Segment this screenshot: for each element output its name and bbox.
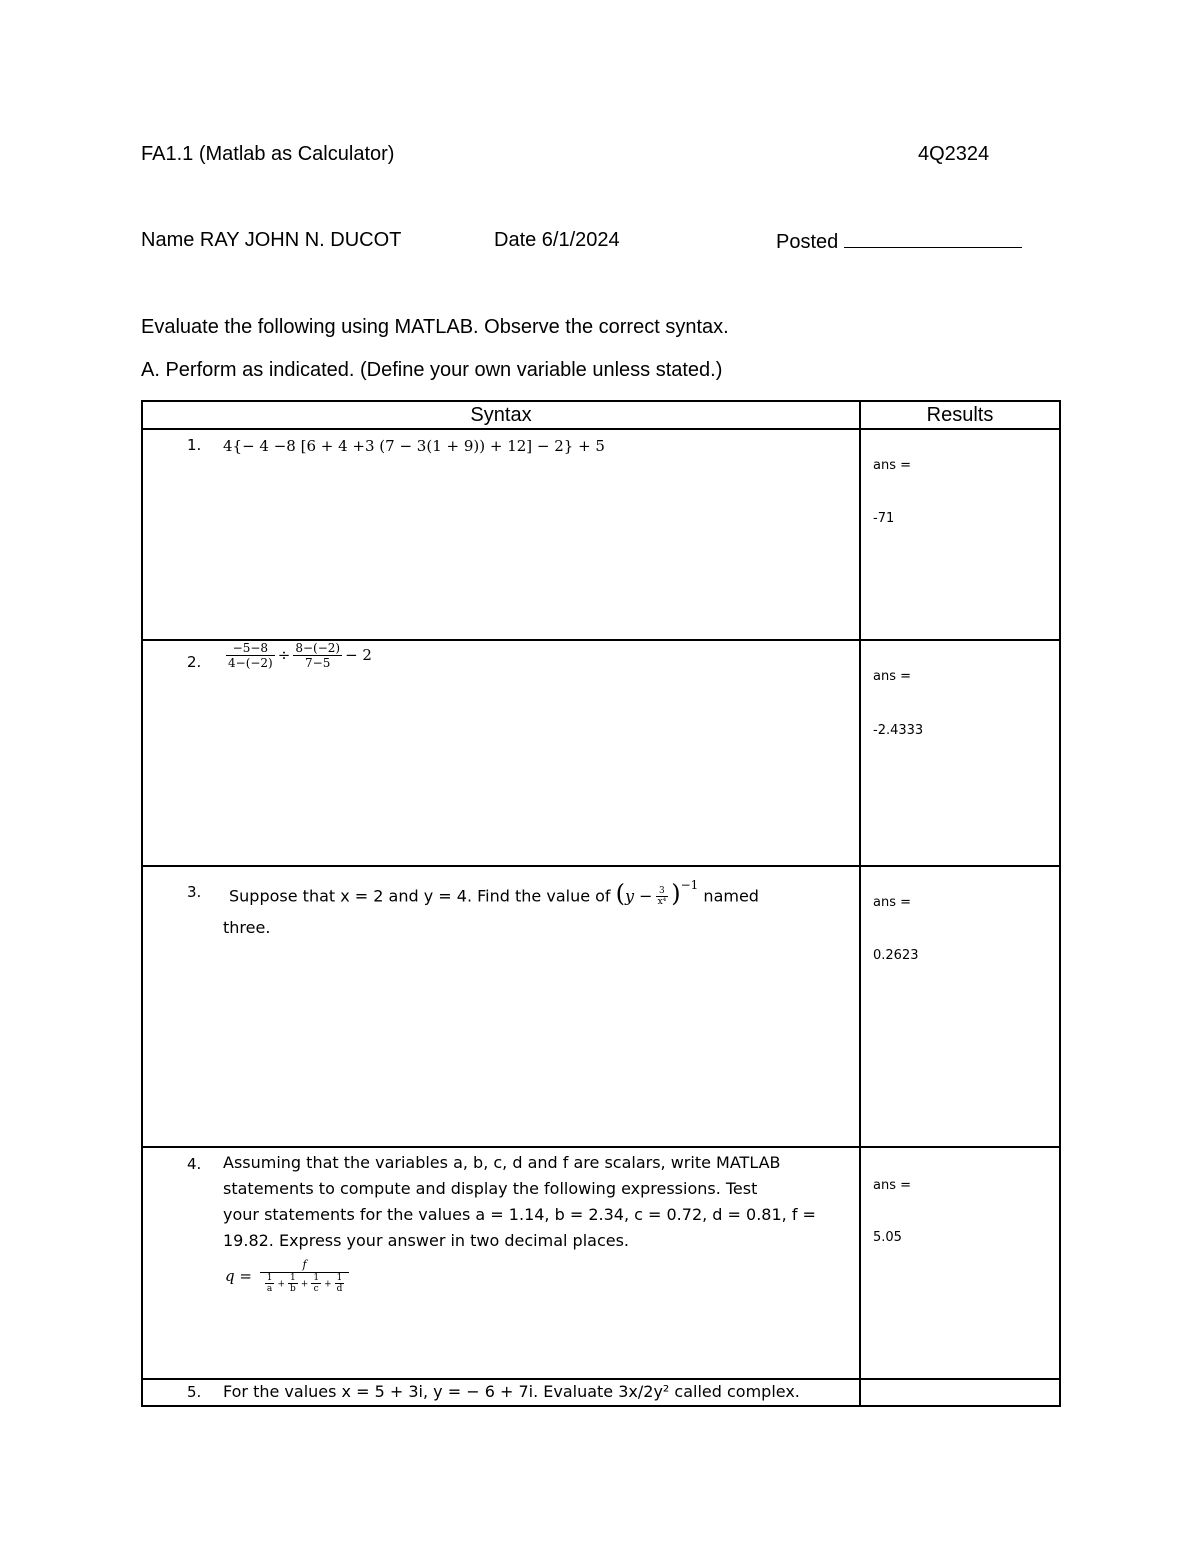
table-row <box>142 1147 1060 1379</box>
item-number: 3. <box>187 883 202 901</box>
q-formula: q = f $\frac{1}{a}$ + $\frac{1}{b}$ + $\frac{1}{c}$ + $\frac{1}{d}$ <box>225 1258 352 1294</box>
problem-3-text-cont: three. <box>223 918 271 937</box>
fraction-b: $\frac{8-(-2)}{7-5}$ <box>295 641 341 670</box>
worksheet-title: FA1.1 (Matlab as Calculator) <box>141 143 395 165</box>
posted-field <box>776 229 1022 254</box>
submission-date: Date 6/1/2024 <box>494 229 620 251</box>
table-row <box>142 429 1060 640</box>
student-name: Name RAY JOHN N. DUCOT <box>141 229 402 251</box>
item-number: 2. <box>187 653 202 671</box>
item-number: 1. <box>187 436 202 454</box>
quarter-code: 4Q2324 <box>918 143 990 165</box>
results-column-header: Results <box>860 401 1060 429</box>
instruction-main: Evaluate the following using MATLAB. Observe the correct syntax. <box>141 316 729 338</box>
ans-label: ans = <box>873 669 912 684</box>
posted-blank-line <box>844 229 1022 248</box>
table-row <box>142 866 1060 1147</box>
problem-4-line-4: 19.82. Express your answer in two decimal places. <box>223 1231 630 1250</box>
table-row <box>142 1379 1060 1406</box>
syntax-cell-5 <box>143 1380 859 1405</box>
ans-value: -2.4333 <box>873 723 924 738</box>
ans-label: ans = <box>873 895 912 910</box>
syntax-cell-2 <box>143 641 859 865</box>
problem-4-line-2: statements to compute and display the following expressions. Test <box>223 1179 758 1198</box>
result-cell-5 <box>861 1380 1059 1405</box>
table-header-row <box>142 401 1060 429</box>
table-row <box>142 640 1060 866</box>
item-number: 5. <box>187 1383 202 1401</box>
ans-label: ans = <box>873 458 912 473</box>
syntax-cell-3 <box>143 867 859 1146</box>
posted-label: Posted <box>776 231 839 253</box>
ans-label: ans = <box>873 1178 912 1193</box>
result-cell-1 <box>861 430 1059 639</box>
syntax-cell-4 <box>143 1148 859 1378</box>
expression-2: $\frac{-5-8}{4-(-2)}$ ÷ $\frac{8-(-2)}{7-5}$ − 2 <box>228 641 372 670</box>
problem-3-text: Suppose that x = 2 and y = 4. Find the value of (y − $\frac{3}{\text{x⁴}}$ )$^{-1}$ named <box>229 878 759 908</box>
result-cell-4 <box>861 1148 1059 1378</box>
ans-value: -71 <box>873 511 895 526</box>
syntax-cell-1 <box>143 430 859 639</box>
result-cell-2 <box>861 641 1059 865</box>
problem-4-line-1: Assuming that the variables a, b, c, d and f are scalars, write MATLAB <box>223 1153 781 1172</box>
problem-table <box>141 400 1061 1407</box>
result-cell-3 <box>861 867 1059 1146</box>
ans-value: 0.2623 <box>873 948 919 963</box>
syntax-column-header: Syntax <box>142 401 860 429</box>
instruction-part-a: A. Perform as indicated. (Define your own variable unless stated.) <box>141 359 723 381</box>
ans-value: 5.05 <box>873 1230 902 1245</box>
problem-4-line-3: your statements for the values a = 1.14, b = 2.34, c = 0.72, d = 0.81, f = <box>223 1205 816 1224</box>
fraction-a: $\frac{-5-8}{4-(-2)}$ <box>228 641 273 670</box>
item-number: 4. <box>187 1155 202 1173</box>
problem-5-text: For the values x = 5 + 3i, y = − 6 + 7i. Evaluate 3x/2y² called complex. <box>223 1382 800 1401</box>
expression-1: 4{− 4 −8 [6 + 4 +3 (7 − 3(1 + 9)) + 12] − 2} + 5 <box>223 437 605 455</box>
